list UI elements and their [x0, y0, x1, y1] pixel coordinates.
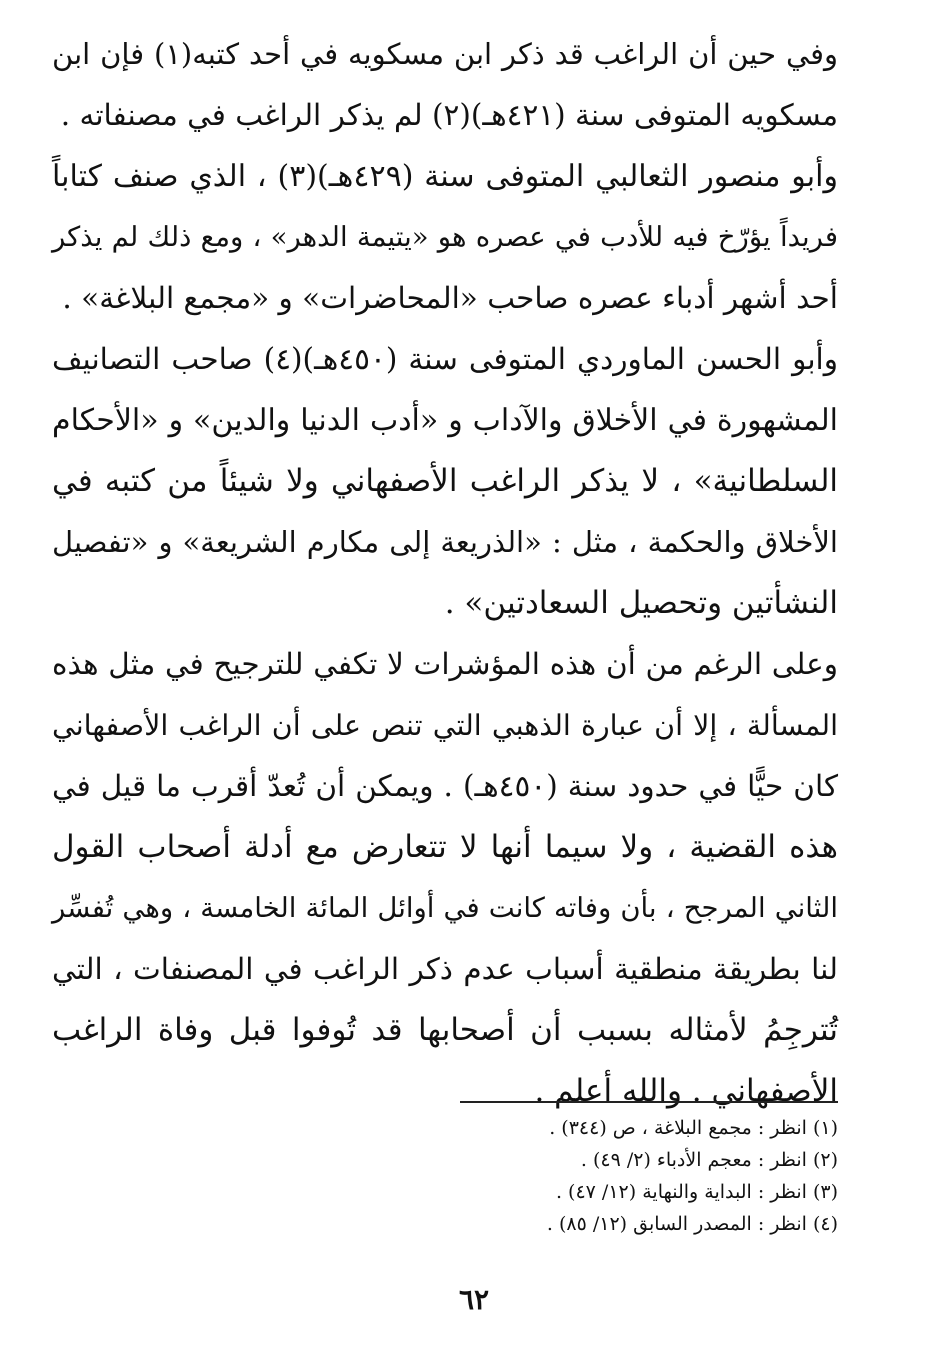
page-number: ٦٢	[458, 1283, 490, 1316]
text-line: هذه القضية ، ولا سيما أنها لا تتعارض مع أدلة أصحاب القول	[52, 829, 838, 865]
paragraph-1	[52, 24, 838, 146]
text-line: كان حيًّا في حدود سنة (٤٥٠هـ) . ويمكن أن تُعدّ أقرب ما قيل في	[52, 769, 838, 803]
text-line: تُترجِمُ لأمثاله بسبب أن أصحابها قد تُوفوا قبل وفاة الراغب	[52, 1012, 838, 1048]
text-line: مسكويه المتوفى سنة (٤٢١هـ)(٢) لم يذكر الراغب في مصنفاته .	[60, 98, 838, 132]
text-line: فريداً يؤرّخ فيه للأدب في عصره هو «يتيمة الدهر» ، ومع ذلك لم يذكر	[52, 221, 838, 253]
paragraph-2	[52, 146, 838, 329]
footnotes	[358, 1112, 838, 1240]
text-line: الأصفهاني . والله أعلم .	[534, 1073, 838, 1109]
paragraph-4	[52, 634, 838, 1122]
text-line: المسألة ، إلا أن عبارة الذهبي التي تنص على أن الراغب الأصفهاني	[52, 709, 838, 742]
text-line: السلطانية» ، لا يذكر الراغب الأصفهاني ولا شيئاً من كتبه في	[52, 463, 838, 499]
text-line: لنا بطريقة منطقية أسباب عدم ذكر الراغب في المصنفات ، التي	[52, 952, 838, 986]
text-line: وأبو منصور الثعالبي المتوفى سنة (٤٢٩هـ)(٣) ، الذي صنف كتاباً	[52, 159, 838, 194]
footnote-1: (١) انظر : مجمع البلاغة ، ص (٣٤٤) .	[549, 1117, 838, 1139]
paragraph-3	[52, 329, 838, 634]
footnote-3: (٣) انظر : البداية والنهاية (١٢/ ٤٧) .	[555, 1181, 838, 1203]
text-line: وفي حين أن الراغب قد ذكر ابن مسكويه في أحد كتبه(١) فإن ابن	[52, 37, 838, 71]
text-line: الثاني المرجح ، بأن وفاته كانت في أوائل المائة الخامسة ، وهي تُفسِّر	[52, 892, 838, 924]
footnote-separator	[460, 1101, 838, 1103]
text-line: المشهورة في الأخلاق والآداب و «أدب الدنيا والدين» و «الأحكام	[52, 403, 838, 438]
text-line: أحد أشهر أدباء عصره صاحب «المحاضرات» و «مجمع البلاغة» .	[62, 281, 838, 315]
text-line: وعلى الرغم من أن هذه المؤشرات لا تكفي للترجيح في مثل هذه	[52, 647, 838, 681]
text-line: الأخلاق والحكمة ، مثل : «الذريعة إلى مكارم الشريعة» و «تفصيل	[52, 525, 838, 559]
footnote-2: (٢) انظر : معجم الأدباء (٢/ ٤٩) .	[580, 1149, 838, 1171]
main-text	[52, 24, 838, 1122]
text-line: النشأتين وتحصيل السعادتين» .	[444, 585, 838, 621]
text-line: وأبو الحسن الماوردي المتوفى سنة (٤٥٠هـ)(٤) صاحب التصانيف	[52, 342, 838, 376]
footnote-4: (٤) انظر : المصدر السابق (١٢/ ٨٥) .	[546, 1213, 838, 1235]
